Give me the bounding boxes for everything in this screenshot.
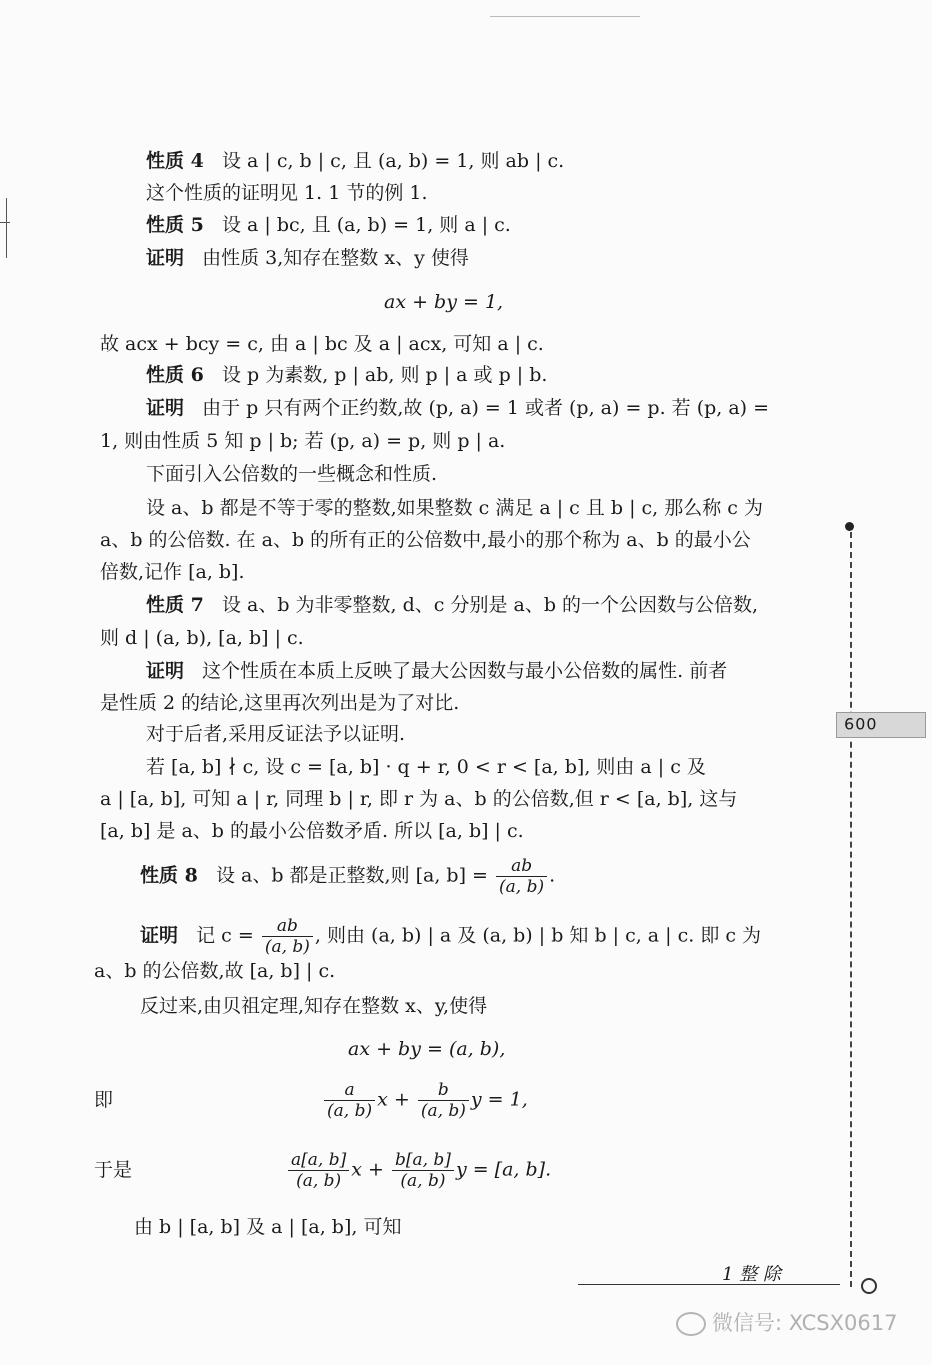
equation-1: ax + by = 1, [384, 291, 504, 313]
binding-tick [0, 222, 10, 223]
proof-text: 由于 p 只有两个正约数,故 (p, a) = 1 或者 (p, a) = p. 若 (p, a) = [202, 397, 770, 419]
property-4 [146, 148, 564, 174]
fraction-numerator: b[a, b] [392, 1150, 454, 1171]
watermark [676, 1307, 897, 1337]
property-6-proof-cont: 1, 则由性质 5 知 p | b; 若 (p, a) = p, 则 p | a. [100, 430, 506, 452]
proof-label: 证明 [140, 924, 179, 947]
margin-dashed-line [850, 532, 852, 1287]
property-7-text-cont: 则 d | (a, b), [a, b] | c. [100, 627, 304, 649]
top-rule [490, 16, 640, 17]
eq4-fraction-b [392, 1150, 454, 1191]
fraction-denominator: (a, b) [400, 1171, 446, 1191]
property-5-proof [146, 245, 469, 271]
watermark-text: 微信号: XCSX0617 [712, 1311, 898, 1335]
page-number-tab [836, 712, 926, 738]
footer-rule [578, 1284, 840, 1285]
property-7-label: 性质 7 [146, 594, 204, 616]
property-7-proof [146, 658, 727, 684]
fraction-denominator: (a, b) [264, 937, 310, 957]
proof-line-2: 是性质 2 的结论,这里再次列出是为了对比. [100, 692, 460, 714]
proof-label: 证明 [146, 247, 185, 269]
proof-label: 证明 [146, 660, 185, 682]
word-yushi: 于是 [94, 1159, 133, 1181]
fraction-numerator: ab [496, 856, 547, 877]
definition-line-3: 倍数,记作 [a, b]. [100, 561, 245, 583]
property-5 [146, 212, 511, 238]
property-6-label: 性质 6 [146, 364, 204, 386]
property-5-label: 性质 5 [146, 214, 204, 236]
fraction-denominator: (a, b) [327, 1101, 373, 1121]
proof-line-6: [a, b] 是 a、b 的最小公倍数矛盾. 所以 [a, b] | c. [100, 820, 524, 842]
property-6-proof [146, 395, 769, 421]
property-7 [146, 592, 758, 618]
proof-text-pre: 记 c = [196, 924, 254, 947]
eq3-tail: y = 1, [470, 1088, 528, 1111]
word-ji: 即 [94, 1089, 114, 1111]
final-line: 由 b | [a, b] 及 a | [a, b], 可知 [134, 1216, 402, 1238]
fraction-lcm [496, 856, 547, 897]
proof-text-post: , 则由 (a, b) | a 及 (a, b) | b 知 b | c, a | c. 即 c 为 [314, 924, 762, 947]
proof-line-5: a | [a, b], 可知 a | r, 同理 b | r, 即 r 为 a、b 的公倍数,但 r < [a, b], 这与 [100, 788, 738, 810]
property-7-text: 设 a、b 为非零整数, d、c 分别是 a、b 的一个公因数与公倍数, [221, 594, 759, 616]
equation-2: ax + by = (a, b), [348, 1038, 506, 1060]
equation-4: $\frac{a[a, b]}{(a, b)}$ x + $\frac{b[a, b]}{(a, b)}$ y = [a, b]. [286, 1150, 551, 1191]
proof-line-4: 若 [a, b] ∤ c, 设 c = [a, b] · q + r, 0 < r < [a, b], 则由 a | c 及 [146, 756, 706, 778]
proof-text: 这个性质在本质上反映了最大公因数与最小公倍数的属性. 前者 [202, 660, 728, 682]
converse-text: 反过来,由贝祖定理,知存在整数 x、y,使得 [140, 995, 488, 1017]
page-number: 009 [843, 714, 877, 733]
eq3-fraction-a [324, 1080, 375, 1121]
proof-label: 证明 [146, 397, 185, 419]
property-8: 性质 8 设 a、b 都是正整数,则 [a, b] = $\frac{ab}{(a, b)}$ . [140, 856, 556, 897]
property-8-label: 性质 8 [140, 864, 198, 887]
proof-text: 由性质 3,知存在整数 x、y 使得 [202, 247, 469, 269]
property-5-conclusion: 故 acx + bcy = c, 由 a | bc 及 a | acx, 可知 a | c. [100, 333, 544, 355]
property-4-note: 这个性质的证明见 1. 1 节的例 1. [146, 182, 428, 204]
fraction-numerator: b [418, 1080, 469, 1101]
binding-mark [6, 198, 7, 258]
fraction-denominator: (a, b) [296, 1171, 342, 1191]
eq4-tail: y = [a, b]. [455, 1158, 552, 1181]
definition-line-2: a、b 的公倍数. 在 a、b 的所有正的公倍数中,最小的那个称为 a、b 的最小公 [100, 529, 751, 551]
property-6 [146, 362, 547, 388]
proof-line-3: 对于后者,采用反证法予以证明. [146, 723, 406, 745]
footer-circle-icon [861, 1278, 877, 1294]
property-8-proof-cont: a、b 的公倍数,故 [a, b] | c. [94, 960, 336, 982]
wechat-icon [676, 1312, 706, 1336]
property-5-text: 设 a | bc, 且 (a, b) = 1, 则 a | c. [221, 214, 511, 236]
margin-dot [845, 522, 854, 531]
equation-3: $\frac{a}{(a, b)}$ x + $\frac{b}{(a, b)}$ y = 1, [322, 1080, 528, 1121]
intro-text: 下面引入公倍数的一些概念和性质. [146, 463, 438, 485]
property-8-text: 设 a、b 都是正整数,则 [a, b] = [215, 864, 488, 887]
eq3-fraction-b [418, 1080, 469, 1121]
property-6-text: 设 p 为素数, p | ab, 则 p | a 或 p | b. [221, 364, 548, 386]
property-4-label: 性质 4 [146, 150, 204, 172]
fraction-denominator: (a, b) [420, 1101, 466, 1121]
fraction-numerator: ab [262, 916, 313, 937]
fraction-denominator: (a, b) [499, 877, 545, 897]
eq4-fraction-a [288, 1150, 349, 1191]
property-4-text: 设 a | c, b | c, 且 (a, b) = 1, 则 ab | c. [221, 150, 565, 172]
fraction-numerator: a[a, b] [288, 1150, 349, 1171]
fraction-numerator: a [324, 1080, 375, 1101]
chapter-footer: 1 整 除 [722, 1264, 781, 1285]
fraction-c [262, 916, 313, 957]
property-8-proof [140, 916, 761, 957]
definition-line-1: 设 a、b 都是不等于零的整数,如果整数 c 满足 a | c 且 b | c, 那么称 c 为 [146, 497, 763, 519]
